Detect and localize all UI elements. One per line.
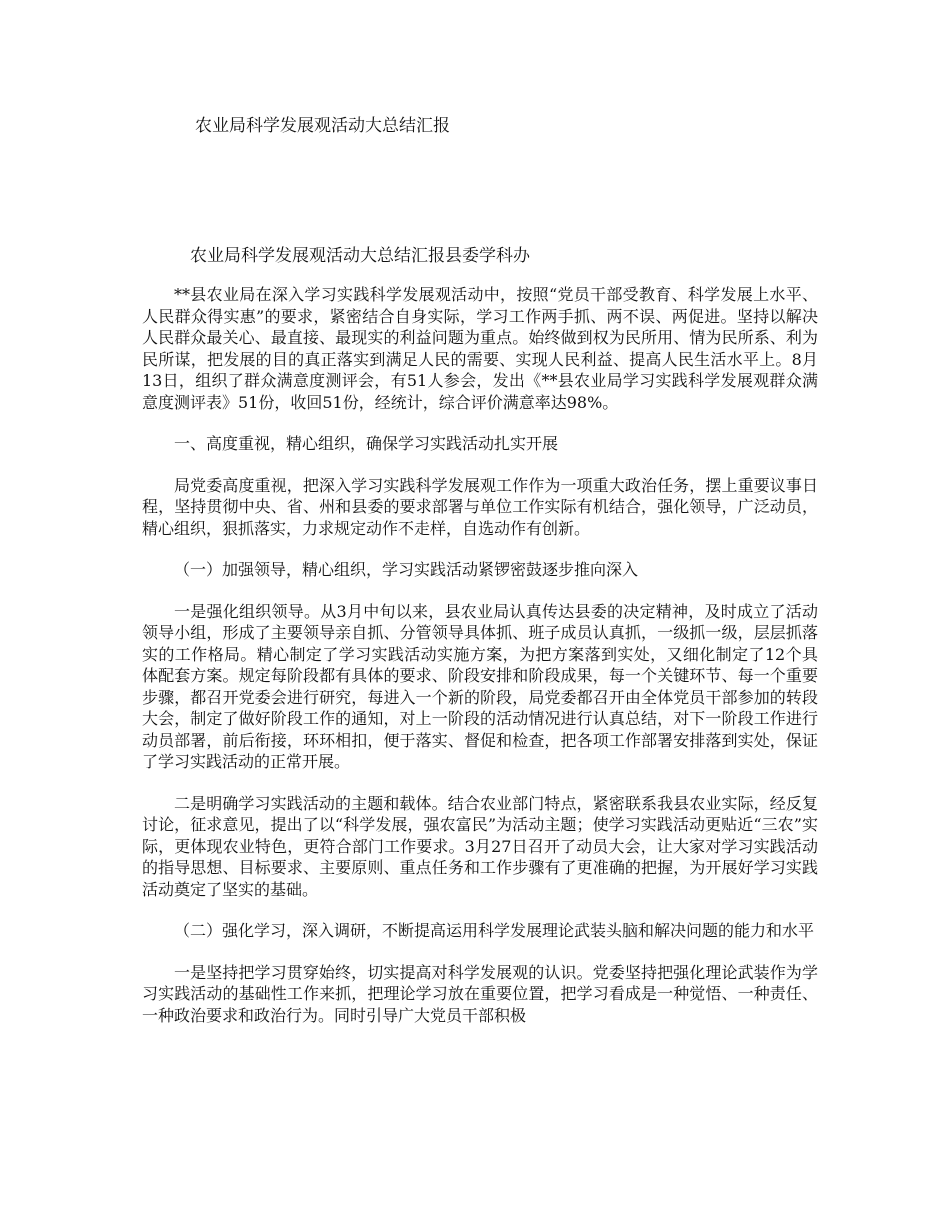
document-subtitle: 农业局科学发展观活动大总结汇报县委学科办 bbox=[190, 246, 530, 266]
document-body bbox=[142, 284, 818, 1046]
paragraph-intro: **县农业局在深入学习实践科学发展观活动中，按照“党员干部受教育、科学发展上水平、人民群众得实惠”的要求，紧密结合自身实际，学习工作两手抓、两不误、两促进。坚持以解决人民群众最关心、最直接、最现实的利益问题为重点。始终做到权为民所用、情为民所系、利为民所谋，把发展的目的真正落实到满足人民的需要、实现人民利益、提高人民生活水平上。8月13日，组织了群众满意度测评会，有51人参会，发出《**县农业局学习实践科学发展观群众满意度测评表》51份，收回51份，经统计，综合评价满意率达98%。 bbox=[142, 285, 818, 412]
paragraph-study: 一是坚持把学习贯穿始终，切实提高对科学发展观的认识。党委坚持把强化理论武装作为学习实践活动的基础性工作来抓，把理论学习放在重要位置，把学习看成是一种觉悟、一种责任、一种政治要求和政治行为。同时引导广大党员干部积极 bbox=[142, 962, 818, 1025]
document-title: 农业局科学发展观活动大总结汇报 bbox=[195, 116, 450, 136]
paragraph-theme: 二是明确学习实践活动的主题和载体。结合农业部门特点，紧密联系我县农业实际，经反复讨论，征求意见，提出了以“科学发展，强农富民”为活动主题；使学习实践活动更贴近“三农”实际，更体现农业特色，更符合部门工作要求。3月27日召开了动员大会，让大家对学习实践活动的指导思想、目标要求、主要原则、重点任务和工作步骤有了更准确的把握，为开展好学习实践活动奠定了坚实的基础。 bbox=[142, 793, 818, 899]
subsection-heading-1: （一）加强领导，精心组织，学习实践活动紧锣密鼓逐步推向深入 bbox=[174, 560, 639, 579]
paragraph-section-1: 局党委高度重视，把深入学习实践科学发展观工作作为一项重大政治任务，摆上重要议事日程，坚持贯彻中央、省、州和县委的要求部署与单位工作实际有机结合，强化领导，广泛动员，精心组织，狠抓落实，力求规定动作不走样，自选动作有创新。 bbox=[142, 475, 818, 538]
subsection-heading-2: （二）强化学习，深入调研，不断提高运用科学发展理论武装头脑和解决问题的能力和水平 bbox=[174, 921, 815, 940]
paragraph-leadership: 一是强化组织领导。从3月中旬以来，县农业局认真传达县委的决定精神，及时成立了活动领导小组，形成了主要领导亲自抓、分管领导具体抓、班子成员认真抓，一级抓一级，层层抓落实的工作格局。精心制定了学习实践活动实施方案，为把方案落到实处，又细化制定了12个具体配套方案。规定每阶段都有具体的要求、阶段安排和阶段成果，每一个关键环节、每一个重要步骤，都召开党委会进行研究，每进入一个新的阶段，局党委都召开由全体党员干部参加的转段大会，制定了做好阶段工作的通知，对上一阶段的活动情况进行认真总结，对下一阶段工作进行动员部署，前后衔接，环环相扣，便于落实、督促和检查，把各项工作部署安排落到实处，保证了学习实践活动的正常开展。 bbox=[142, 601, 818, 771]
section-heading-1: 一、高度重视，精心组织，确保学习实践活动扎实开展 bbox=[174, 434, 559, 453]
